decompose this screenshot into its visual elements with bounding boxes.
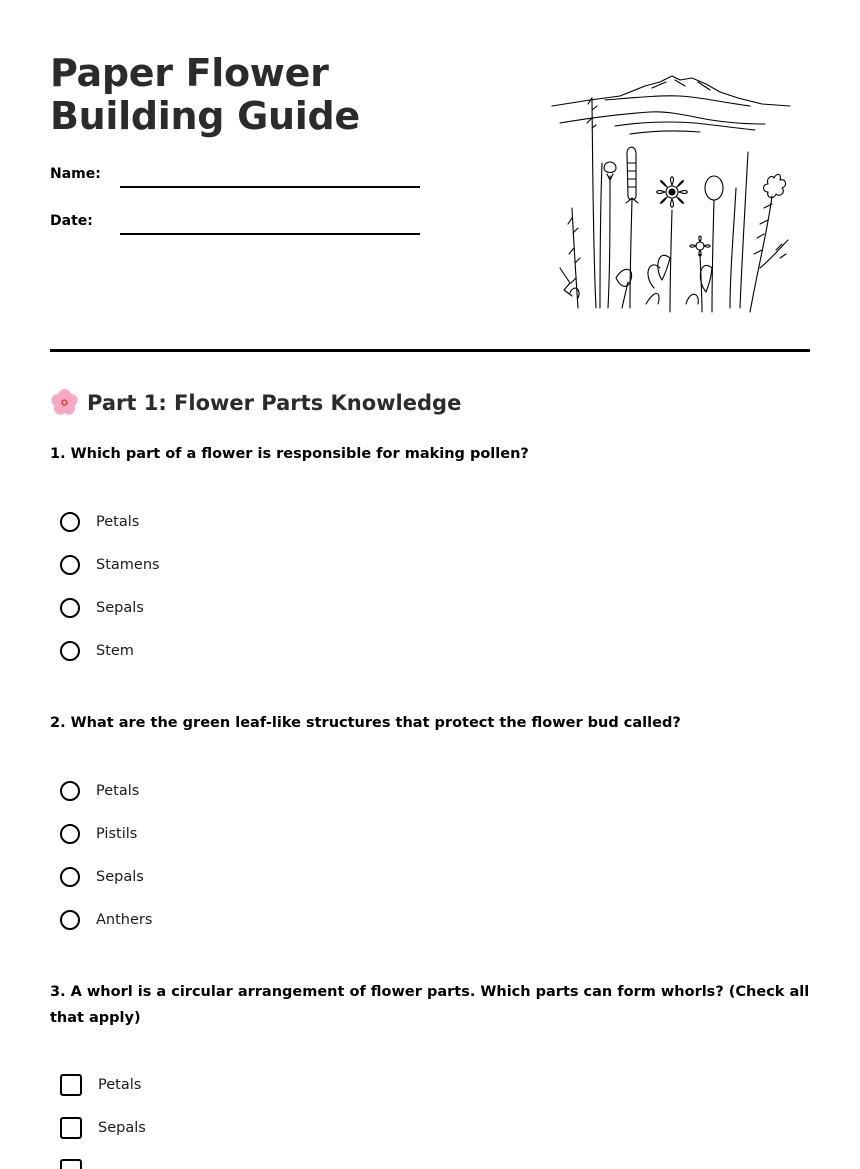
q1-option-stem[interactable] (60, 639, 134, 663)
option-label: Petals (96, 514, 140, 530)
q1-option-stamens[interactable] (60, 553, 160, 577)
radio-button[interactable] (60, 910, 80, 930)
section-title (50, 388, 461, 417)
radio-button[interactable] (60, 512, 80, 532)
radio-button[interactable] (60, 598, 80, 618)
option-label: Sepals (96, 869, 144, 885)
question-2: 2. What are the green leaf-like structures that protect the flower bud called? (50, 715, 681, 731)
name-field[interactable] (120, 186, 420, 188)
radio-button[interactable] (60, 641, 80, 661)
wildflower-meadow-illustration (550, 68, 795, 316)
name-label: Name: (50, 166, 101, 182)
option-label: Sepals (98, 1120, 146, 1136)
radio-button[interactable] (60, 781, 80, 801)
radio-button[interactable] (60, 867, 80, 887)
date-label: Date: (50, 213, 93, 229)
q2-option-petals[interactable] (60, 779, 139, 803)
checkbox[interactable] (60, 1117, 82, 1139)
radio-button[interactable] (60, 824, 80, 844)
q1-option-petals[interactable] (60, 510, 139, 534)
option-label: Anthers (96, 912, 153, 928)
section-title-text: Part 1: Flower Parts Knowledge (87, 390, 462, 415)
q2-option-pistils[interactable] (60, 822, 137, 846)
radio-button[interactable] (60, 555, 80, 575)
q1-option-sepals[interactable] (60, 596, 144, 620)
q3-option-petals[interactable] (60, 1073, 141, 1097)
q2-option-anthers[interactable] (60, 908, 152, 932)
cherry-blossom-icon (50, 388, 79, 417)
header-divider (50, 349, 810, 352)
option-label: Stem (96, 643, 134, 659)
option-label: Petals (98, 1077, 142, 1093)
question-3: 3. A whorl is a circular arrangement of flower parts. Which parts can form whorls? (Check all that apply) (50, 984, 810, 1026)
page-title: Paper Flower Building Guide (50, 51, 360, 138)
question-1: 1. Which part of a flower is responsible for making pollen? (50, 446, 529, 462)
checkbox[interactable] (60, 1074, 82, 1096)
date-field[interactable] (120, 233, 420, 235)
q3-option-sepals[interactable] (60, 1116, 146, 1140)
option-label: Pistils (96, 826, 138, 842)
q2-option-sepals[interactable] (60, 865, 144, 889)
option-label: Petals (96, 783, 140, 799)
option-label: Stamens (96, 557, 160, 573)
option-label: Sepals (96, 600, 144, 616)
